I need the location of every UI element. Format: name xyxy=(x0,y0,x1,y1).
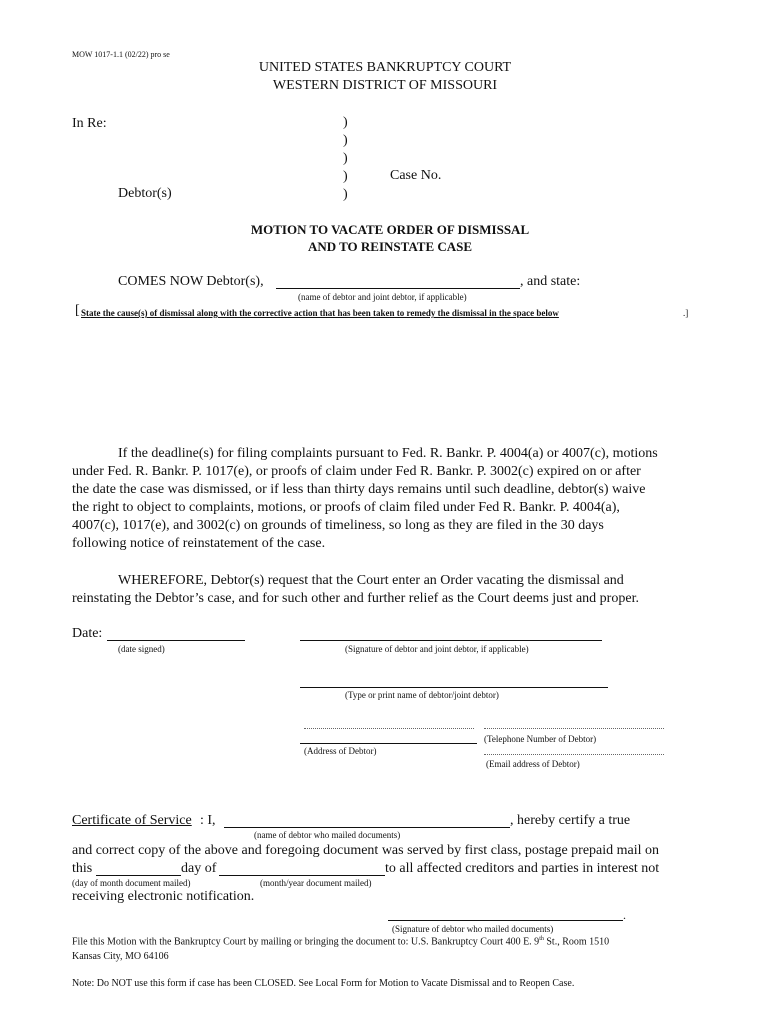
print-name-field[interactable] xyxy=(300,687,608,688)
paragraph1-line: If the deadline(s) for filing complaints pursuant to Fed. R. Bankr. P. 4004(a) or 4007(c), motions xyxy=(118,446,658,461)
filing-instructions-superscript: th xyxy=(539,936,544,942)
date-label: Date: xyxy=(72,626,103,641)
email-field[interactable] xyxy=(484,754,664,755)
debtor-name-field[interactable] xyxy=(276,288,520,289)
mailer-name-field[interactable] xyxy=(224,827,510,828)
filing-instructions-text: File this Motion with the Bankruptcy Court by mailing or bringing the document to: U.S. Bankruptcy Court 400 E. 9 xyxy=(72,936,540,948)
certify-text: , hereby certify a true xyxy=(510,813,631,828)
paragraph2-line: reinstating the Debtor’s case, and for such other and further relief as the Court deems just and proper. xyxy=(72,591,639,606)
instruction-text: State the cause(s) of dismissal along with the corrective action that has been taken to remedy the dismissal in the space below xyxy=(81,308,559,318)
form-id: MOW 1017-1.1 (02/22) pro se xyxy=(72,50,170,59)
affected-creditors-text: to all affected creditors and parties in interest not xyxy=(385,861,660,876)
caption-paren: ) xyxy=(343,133,348,148)
dismissal-cause-space[interactable] xyxy=(72,326,702,436)
mailer-signature-field[interactable] xyxy=(388,920,623,921)
month-year-mailed-caption: (month/year document mailed) xyxy=(260,878,372,888)
day-mailed-caption: (day of month document mailed) xyxy=(72,878,191,888)
court-address: Kansas City, MO 64106 xyxy=(72,951,169,962)
paragraph1-line: the date the case was dismissed, or if less than thirty days remains until such deadline, debtor(s) waive xyxy=(72,482,646,497)
court-name-line2: WESTERN DISTRICT OF MISSOURI xyxy=(272,78,498,93)
print-name-caption: (Type or print name of debtor/joint debtor) xyxy=(345,690,499,700)
in-re-label: In Re: xyxy=(72,116,107,131)
caption-paren: ) xyxy=(343,169,348,184)
instruction-bracket-close: .] xyxy=(683,308,689,318)
debtor-label: Debtor(s) xyxy=(118,186,172,201)
case-number-label: Case No. xyxy=(390,168,442,183)
telephone-field[interactable] xyxy=(484,728,664,729)
caption-paren: ) xyxy=(343,151,348,166)
signature-period: . xyxy=(623,908,626,922)
paragraph1-line: under Fed. R. Bankr. P. 1017(e), or proofs of claim under Fed R. Bankr. P. 3002(c) expired on or after xyxy=(72,464,641,479)
paragraph1-line: the right to object to complaints, motions, or proofs of claim filed under Fed R. Bankr. P. 4004(a), xyxy=(72,500,620,515)
paragraph1-line: following notice of reinstatement of the case. xyxy=(72,536,326,551)
comes-now-text: COMES NOW Debtor(s), xyxy=(118,274,264,289)
caption-paren: ) xyxy=(343,115,348,130)
day-of-text: day of xyxy=(181,861,217,876)
motion-title-line2: AND TO REINSTATE CASE xyxy=(307,239,473,254)
debtor-signature-caption: (Signature of debtor and joint debtor, if applicable) xyxy=(345,644,529,654)
paragraph2-line: WHEREFORE, Debtor(s) request that the Court enter an Order vacating the dismissal and xyxy=(118,573,624,588)
and-state-text: , and state: xyxy=(520,274,581,289)
debtor-name-caption: (name of debtor and joint debtor, if applicable) xyxy=(298,292,467,302)
telephone-caption: (Telephone Number of Debtor) xyxy=(484,734,597,744)
paragraph1-line: 4007(c), 1017(e), and 3002(c) on grounds of timeliness, so long as they are filed in the 30 days xyxy=(72,518,604,533)
date-signed-caption: (date signed) xyxy=(118,644,165,654)
mailer-name-caption: (name of debtor who mailed documents) xyxy=(254,830,401,840)
court-name-line1: UNITED STATES BANKRUPTCY COURT xyxy=(258,60,512,75)
filing-instructions-text-end: St., Room 1510 xyxy=(543,936,610,948)
date-signed-field[interactable] xyxy=(107,640,245,641)
this-text: this xyxy=(72,861,93,876)
debtor-signature-field[interactable] xyxy=(300,640,602,641)
mailer-signature-caption: (Signature of debtor who mailed documents) xyxy=(392,924,554,934)
certificate-line: and correct copy of the above and foregoing document was served by first class, postage prepaid mail on xyxy=(72,843,660,858)
address-field-line2[interactable] xyxy=(300,743,477,744)
instruction-bracket-open: [ xyxy=(75,303,80,318)
email-caption: (Email address of Debtor) xyxy=(486,759,580,769)
motion-title-line1: MOTION TO VACATE ORDER OF DISMISSAL xyxy=(250,222,530,237)
certificate-of-service-heading: Certificate of Service xyxy=(72,813,192,828)
address-field-line1[interactable] xyxy=(304,728,474,729)
month-year-mailed-field[interactable] xyxy=(219,875,385,876)
closed-case-note: Note: Do NOT use this form if case has been CLOSED. See Local Form for Motion to Vacate Dismissal and to Reopen Case. xyxy=(72,978,575,989)
day-mailed-field[interactable] xyxy=(96,875,181,876)
certificate-line: receiving electronic notification. xyxy=(72,889,255,904)
certificate-i-text: : I, xyxy=(200,813,216,828)
address-caption: (Address of Debtor) xyxy=(304,746,377,756)
caption-paren: ) xyxy=(343,187,348,202)
filing-instructions xyxy=(72,936,609,947)
